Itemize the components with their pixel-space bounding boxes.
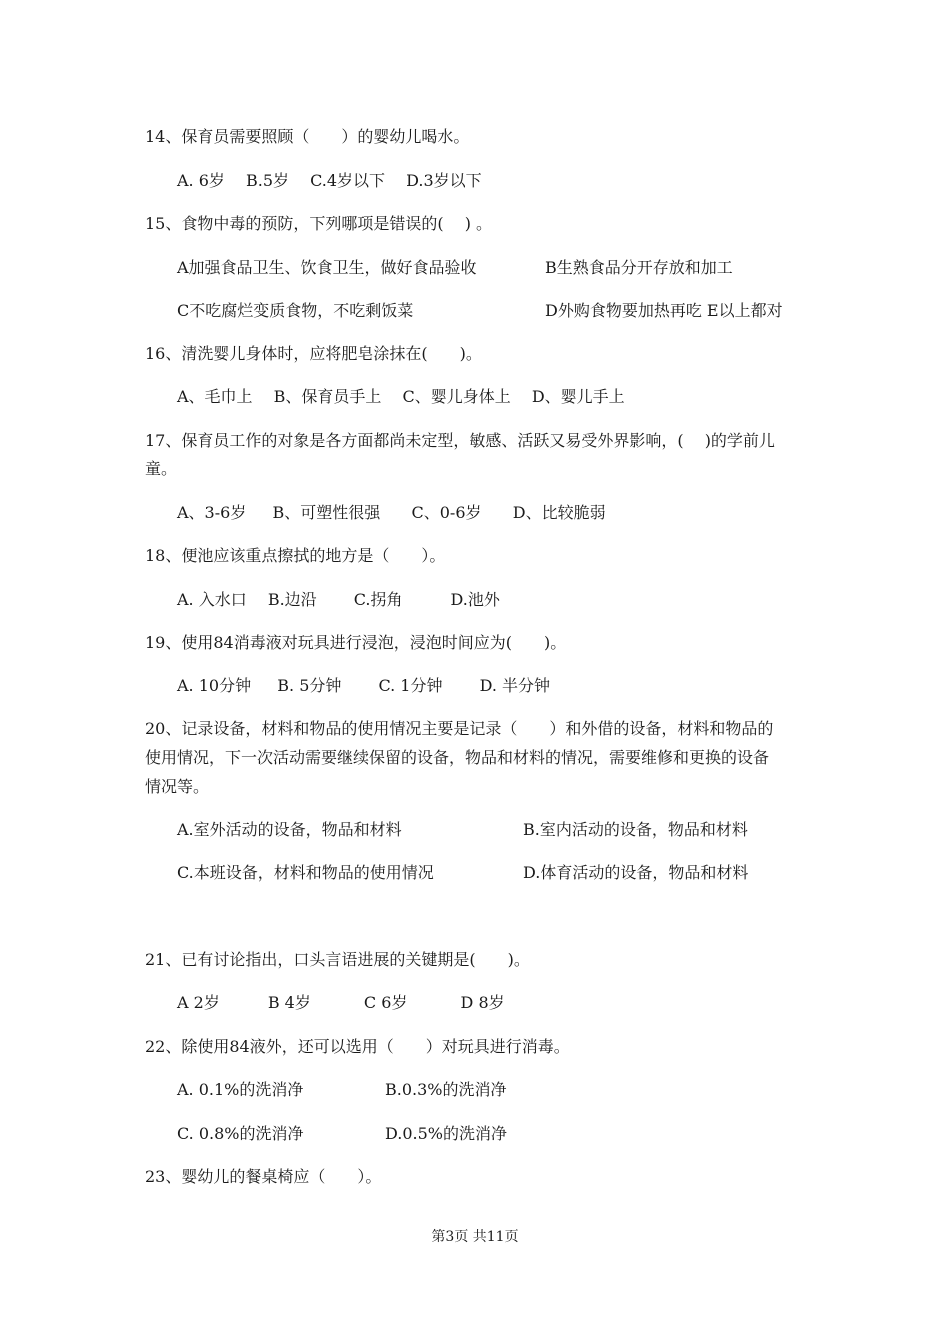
question-20-line-1: 20、记录设备，材料和物品的使用情况主要是记录（ ）和外借的设备，材料和物品的 — [145, 719, 774, 738]
question-15-option-a: A加强食品卫生、饮食卫生，做好食品验收 — [177, 258, 477, 277]
question-20-option-d: D.体育活动的设备，物品和材料 — [523, 863, 749, 882]
question-15-option-d: D外购食物要加热再吃 E以上都对 — [545, 301, 783, 320]
question-21-options: A 2岁 B 4岁 C 6岁 D 8岁 — [177, 993, 505, 1012]
page-number-footer: 第3页 共11页 — [431, 1229, 519, 1245]
question-14: 14、保育员需要照顾（ ）的婴幼儿喝水。 — [145, 127, 470, 146]
question-18-options: A. 入水口 B.边沿 C.拐角 D.池外 — [177, 590, 500, 609]
question-23: 23、婴幼儿的餐桌椅应（ ）。 — [145, 1167, 382, 1186]
question-18: 18、便池应该重点擦拭的地方是（ ）。 — [145, 546, 446, 565]
question-16: 16、清洗婴儿身体时，应将肥皂涂抹在( )。 — [145, 344, 482, 363]
question-15-option-c: C不吃腐烂变质食物，不吃剩饭菜 — [177, 301, 414, 320]
question-17-line-2: 童。 — [145, 459, 178, 478]
question-14-options: A. 6岁 B.5岁 C.4岁以下 D.3岁以下 — [177, 171, 482, 190]
question-17-line-1: 17、保育员工作的对象是各方面都尚未定型，敏感、活跃又易受外界影响，( )的学前儿 — [145, 431, 775, 450]
question-20-option-b: B.室内活动的设备，物品和材料 — [523, 820, 748, 839]
question-19-options: A. 10分钟 B. 5分钟 C. 1分钟 D. 半分钟 — [177, 676, 550, 695]
question-22-option-b: B.0.3%的洗消净 — [385, 1080, 507, 1099]
question-20-option-a: A.室外活动的设备，物品和材料 — [177, 820, 402, 839]
question-17-options: A、3-6岁 B、可塑性很强 C、0-6岁 D、比较脆弱 — [177, 503, 606, 522]
question-19: 19、使用84消毒液对玩具进行浸泡，浸泡时间应为( )。 — [145, 633, 567, 652]
question-22: 22、除使用84液外，还可以选用（ ）对玩具进行消毒。 — [145, 1037, 570, 1056]
question-20-line-3: 情况等。 — [145, 777, 210, 796]
question-20-line-2: 使用情况，下一次活动需要继续保留的设备，物品和材料的情况，需要维修和更换的设备 — [145, 748, 770, 767]
question-22-option-c: C. 0.8%的洗消净 — [177, 1124, 304, 1143]
question-15-option-b: B生熟食品分开存放和加工 — [545, 258, 733, 277]
question-15: 15、食物中毒的预防，下列哪项是错误的( ) 。 — [145, 214, 493, 233]
question-16-options: A、毛巾上 B、保育员手上 C、婴儿身体上 D、婴儿手上 — [177, 387, 625, 406]
question-21: 21、已有讨论指出，口头言语进展的关键期是( )。 — [145, 950, 530, 969]
question-20-option-c: C.本班设备，材料和物品的使用情况 — [177, 863, 434, 882]
question-22-option-d: D.0.5%的洗消净 — [385, 1124, 507, 1143]
question-22-option-a: A. 0.1%的洗消净 — [177, 1080, 304, 1099]
